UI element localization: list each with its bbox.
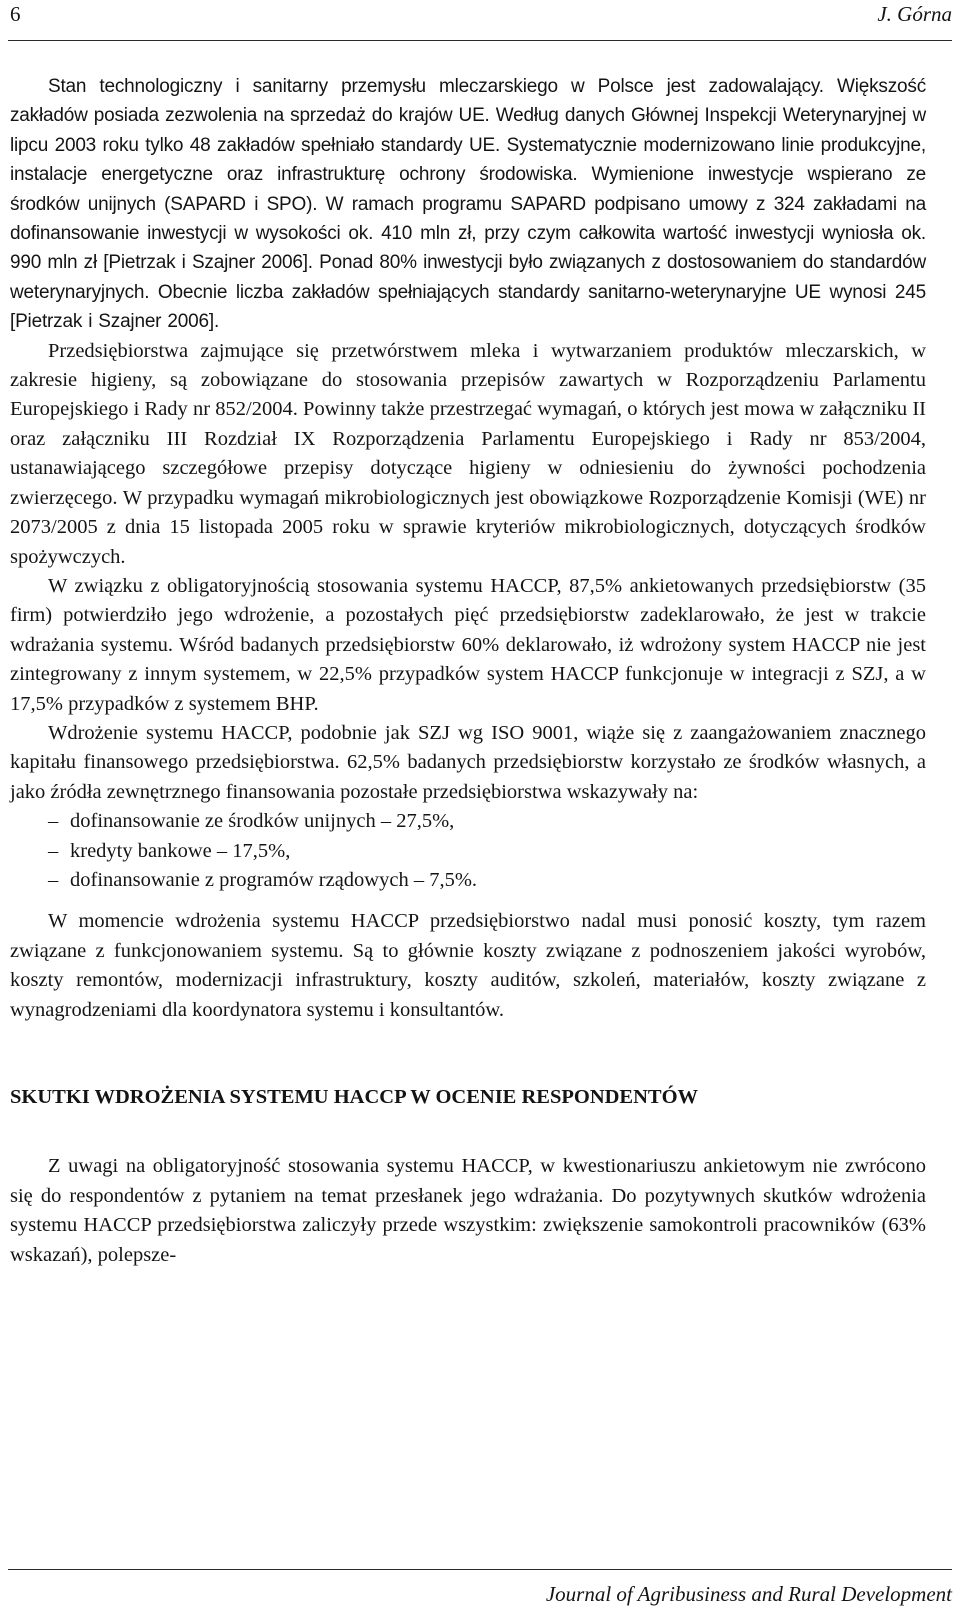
- list-item-text: dofinansowanie z programów rządowych – 7,5%.: [70, 868, 478, 891]
- body-text: [10, 72, 926, 1270]
- paragraph-haccp-implementation: W związku z obligatoryjnością stosowania systemu HACCP, 87,5% ankietowanych przedsiębiorstw (35 firm) potwierdziło jego wdrożenie, a pozostałych pięć przedsiębiorstw zadeklarowało, że jest w trakcie wdrażania systemu. Wśród badanych przedsiębiorstw 60% deklarowało, iż wdrożony system HACCP nie jest zintegrowany z innym systemem, w 22,5% przypadków system HACCP funkcjonuje w integracji z SZJ, a w 17,5% przypadków z systemem BHP.: [10, 574, 926, 715]
- list-item: [10, 866, 926, 895]
- journal-title: Journal of Agribusiness and Rural Development: [545, 1582, 952, 1606]
- paragraph-effects: Z uwagi na obligatoryjność stosowania systemu HACCP, w kwestionariuszu ankietowym nie zwrócono się do respondentów z pytaniem na temat przesłanek jego wdrażania. Do pozytywnych skutków wdrożenia systemu HACCP przedsiębiorstwa zaliczyły przede wszystkim: zwiększenie samokontroli pracowników (63% wskazań), polepsze-: [10, 1155, 926, 1266]
- paragraph-hygiene-regulations: Przedsiębiorstwa zajmujące się przetwórstwem mleka i wytwarzaniem produktów mleczarskich, w zakresie higieny, są zobowiązane do stosowania przepisów zawartych w Rozporządzeniu Parlamentu Europejskiego i Rady nr 852/2004. Powinny także przestrzegać wymagań, o których jest mowa w załączniku II oraz załączniku III Rozdział IX Rozporządzenia Parlamentu Europejskiego i Rady nr 853/2004, ustanawiającego szczegółowe przepisy dotyczące higieny w odniesieniu do żywności pochodzenia zwierzęcego. W przypadku wymagań mikrobiologicznych jest obowiązkowe Rozporządzenie Komisji (WE) nr 2073/2005 z dnia 15 listopada 2005 roku w sprawie kryteriów mikrobiologicznych, dotyczących środków spożywczych.: [10, 339, 926, 568]
- page-header: [8, 0, 952, 41]
- dash-bullet: –: [48, 839, 59, 862]
- list-item-text: kredyty bankowe – 17,5%,: [70, 839, 291, 862]
- paragraph-financing: Wdrożenie systemu HACCP, podobnie jak SZJ wg ISO 9001, wiąże się z zaangażowaniem znacznego kapitału finansowego przedsiębiorstwa. 62,5% badanych przedsiębiorstw korzystało ze środków własnych, a jako źródła zewnętrznego finansowania pozostałe przedsiębiorstwa wskazywały na:: [10, 721, 926, 803]
- list-item: [10, 807, 926, 836]
- page-number: 6: [10, 2, 21, 26]
- section-heading-block: [10, 1083, 926, 1112]
- running-head-author: J. Górna: [877, 2, 952, 26]
- dash-bullet: –: [48, 868, 59, 891]
- financing-sources-list: [10, 807, 926, 895]
- paragraph-costs: W momencie wdrożenia systemu HACCP przedsiębiorstwo nadal musi ponosić koszty, tym razem związane z funkcjonowaniem systemu. Są to głównie koszty związane z podnoszeniem jakości wyrobów, koszty remontów, modernizacji infrastruktury, koszty auditów, szkoleń, materiałów, koszty związane z wynagrodzeniami dla koordynatora systemu i konsultantów.: [10, 910, 926, 1021]
- list-item-text: dofinansowanie ze środków unijnych – 27,5%,: [70, 810, 455, 833]
- paragraph-dairy-industry: Stan technologiczny i sanitarny przemysłu mleczarskiego w Polsce jest zadowalający. Większość zakładów posiada zezwolenia na sprzedaż do krajów UE. Według danych Głównej Inspekcji Weterynaryjnej w lipcu 2003 roku tylko 48 zakładów spełniało standardy UE. Systematycznie modernizowano linie produkcyjne, instalacje energetyczne oraz infrastrukturę ochrony środowiska. Wymienione inwestycje wspierano ze środków unijnych (SAPARD i SPO). W ramach programu SAPARD podpisano umowy z 324 zakładami na dofinansowanie inwestycji w wysokości ok. 410 mln zł, przy czym całkowita wartość inwestycji wyniosła ok. 990 mln zł [Pietrzak i Szajner 2006]. Ponad 80% inwestycji było związanych z dostosowaniem do standardów weterynaryjnych. Obecnie liczba zakładów spełniających standardy sanitarno-weterynaryjne UE wynosi 245 [Pietrzak i Szajner 2006].: [10, 76, 926, 333]
- dash-bullet: –: [48, 810, 59, 833]
- list-item: [10, 837, 926, 866]
- spacer: [10, 895, 926, 907]
- section-heading: SKUTKI WDROŻENIA SYSTEMU HACCP W OCENIE RESPONDENTÓW: [10, 1086, 699, 1108]
- page-footer: [8, 1569, 952, 1606]
